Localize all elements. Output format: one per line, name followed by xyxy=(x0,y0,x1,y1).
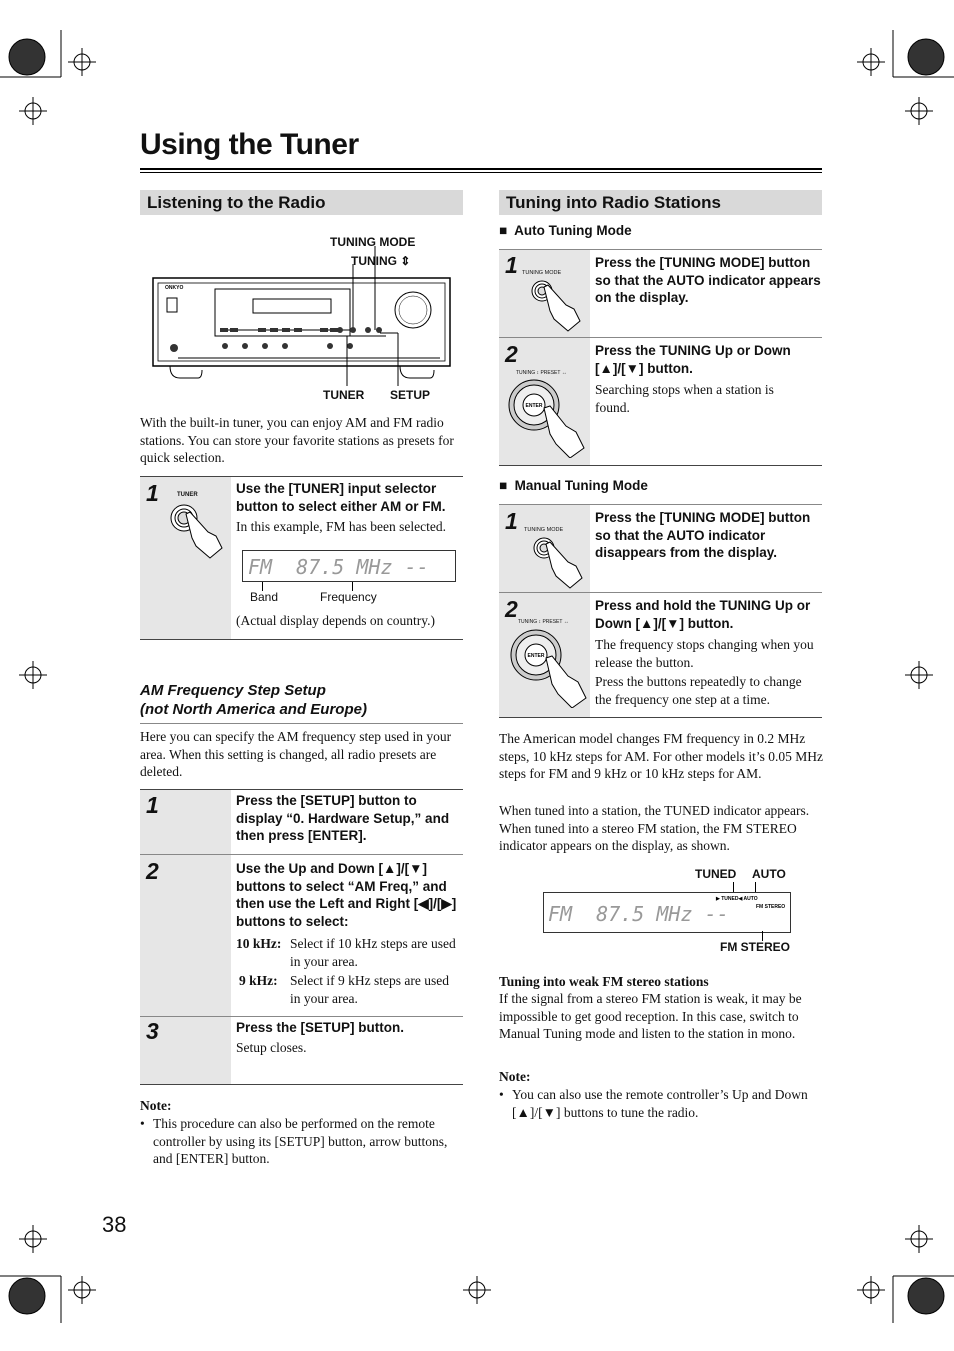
divider xyxy=(499,337,822,338)
step-text: Searching stops when a station is found. xyxy=(595,382,774,415)
option-9khz-key: 9 kHz: xyxy=(239,973,278,988)
step-text: The frequency stops changing when you release the button. xyxy=(595,637,814,670)
step-title: Press the [SETUP] button. xyxy=(236,1020,405,1035)
step-title: Use the [TUNER] input selector button to select either AM or FM. xyxy=(236,481,446,514)
step-text: In this example, FM has been selected. xyxy=(236,519,446,534)
page-number: 38 xyxy=(102,1212,127,1237)
label-tuning: TUNING ⇕ xyxy=(351,254,411,268)
lcd-text: FM 87.5 MHz -- xyxy=(548,902,729,926)
section-header-tuning: Tuning into Radio Stations xyxy=(499,190,822,215)
note-label: Note: xyxy=(499,1069,531,1084)
dpad-enter-icon xyxy=(504,378,588,458)
option-10khz-key: 10 kHz: xyxy=(236,936,282,951)
step-title: Use the Up and Down [▲]/[▼] buttons to select “AM Freq,” and then use the Left and Right [◀]/[▶] buttons to select: xyxy=(236,861,457,930)
label-tuning-mode: TUNING MODE xyxy=(330,235,416,249)
step-title: Press the [TUNING MODE] button so that the AUTO indicator disappears from the display. xyxy=(595,510,811,561)
step-title: Press the TUNING Up or Down [▲]/[▼] button. xyxy=(595,343,791,376)
note-bullet: • xyxy=(140,1116,145,1131)
divider xyxy=(140,723,463,724)
label-auto: AUTO xyxy=(752,867,786,881)
dpad-enter-icon xyxy=(506,628,590,708)
receiver-front-panel xyxy=(150,246,455,386)
lcd-tuned-auto: ▶ TUNED◀ AUTO xyxy=(716,896,758,902)
brand-logo: ONKYO xyxy=(165,285,184,291)
section-header-listening: Listening to the Radio xyxy=(140,190,463,215)
intro-paragraph: With the built-in tuner, you can enjoy AM and FM radio stations. You can store your favorite stations as presets for quick selection. xyxy=(140,415,454,466)
weak-text: If the signal from a stereo FM station is weak, it may be impossible to get good reception. In this case, switch to Manual Tuning mode and listen to the station in mono. xyxy=(499,991,802,1042)
am-intro: Here you can specify the AM frequency step used in your area. When this setting is changed, all radio presets are deleted. xyxy=(140,729,452,780)
lcd-fm-stereo: FM STEREO xyxy=(756,904,786,910)
title-rule-thin xyxy=(140,172,822,173)
note-text: This procedure can also be performed on the remote controller by using its [SETUP] button, arrow buttons, and [ENTER] button. xyxy=(153,1116,448,1167)
display-note: (Actual display depends on country.) xyxy=(236,613,435,628)
paragraph-indicators: When tuned into a station, the TUNED indicator appears. When tuned into a stereo FM station, the FM STEREO indicator appears on the display, as shown. xyxy=(499,803,810,854)
label-tuner: TUNER xyxy=(323,388,365,402)
step-number: 2 xyxy=(146,858,159,884)
divider xyxy=(140,1084,463,1085)
note-text: You can also use the remote controller’s Up and Down [▲]/[▼] buttons to tune the radio. xyxy=(512,1087,808,1120)
note-label: Note: xyxy=(140,1098,172,1113)
label-fm-stereo: FM STEREO xyxy=(720,940,791,954)
step-number: 1 xyxy=(505,252,518,278)
tuning-mode-button-label: TUNING MODE xyxy=(524,527,564,533)
square-bullet-icon: ■ xyxy=(499,478,508,493)
tuning-mode-button-label: TUNING MODE xyxy=(522,270,562,276)
auto-tuning-heading: ■ Auto Tuning Mode xyxy=(499,223,632,238)
tuning-preset-label: TUNING ↕ PRESET ↔ xyxy=(518,619,569,625)
paragraph-steps: The American model changes FM frequency in 0.2 MHz steps, 10 kHz steps for AM. For other models it’s 0.05 MHz steps for FM and 9 kHz or 10 kHz steps for AM. xyxy=(499,731,823,782)
step-number: 3 xyxy=(146,1018,159,1044)
step-number: 2 xyxy=(505,341,518,367)
label-setup: SETUP xyxy=(390,388,431,402)
frequency-label: Frequency xyxy=(320,590,377,604)
step-number: 1 xyxy=(146,480,159,506)
am-step-heading: AM Frequency Step Setup (not North America and Europe) xyxy=(140,682,367,718)
finger-press-icon xyxy=(166,500,226,560)
tuner-button-label: TUNER xyxy=(177,492,198,498)
lcd-display-indicators xyxy=(543,892,791,933)
step-title: Press the [TUNING MODE] button so that the AUTO indicator appears on the display. xyxy=(595,255,821,306)
enter-label: ENTER xyxy=(525,403,543,409)
option-10khz-text: Select if 10 kHz steps are used in your area. xyxy=(290,936,456,969)
option-9khz-text: Select if 9 kHz steps are used in your area. xyxy=(290,973,449,1006)
note-bullet: • xyxy=(499,1087,504,1102)
square-bullet-icon: ■ xyxy=(499,223,508,238)
divider xyxy=(140,854,463,855)
divider xyxy=(499,592,822,593)
tuning-preset-label: TUNING ↕ PRESET ↔ xyxy=(516,370,567,376)
band-label: Band xyxy=(250,590,279,604)
step-number: 2 xyxy=(505,596,518,622)
finger-press-icon xyxy=(530,535,586,591)
step-text: Press the buttons repeatedly to change the frequency one step at a time. xyxy=(595,674,802,707)
title-rule xyxy=(140,168,822,170)
weak-heading: Tuning into weak FM stereo stations xyxy=(499,974,709,989)
updown-icon: ⇕ xyxy=(400,254,411,268)
divider xyxy=(499,717,822,718)
label-tuned: TUNED xyxy=(695,867,737,881)
page-title: Using the Tuner xyxy=(140,128,359,161)
step-number: 1 xyxy=(146,792,159,818)
finger-press-icon xyxy=(528,278,584,334)
manual-tuning-heading: ■ Manual Tuning Mode xyxy=(499,478,648,493)
divider xyxy=(499,465,822,466)
step-title: Press and hold the TUNING Up or Down [▲]/[▼] button. xyxy=(595,598,811,631)
divider xyxy=(140,639,463,640)
step-number: 1 xyxy=(505,508,518,534)
step-text: Setup closes. xyxy=(236,1040,307,1055)
divider xyxy=(140,1016,463,1017)
enter-label: ENTER xyxy=(527,653,545,659)
lcd-display: FM 87.5 MHz -- xyxy=(242,550,456,582)
step-title: Press the [SETUP] button to display “0. Hardware Setup,” and then press [ENTER]. xyxy=(236,793,450,844)
